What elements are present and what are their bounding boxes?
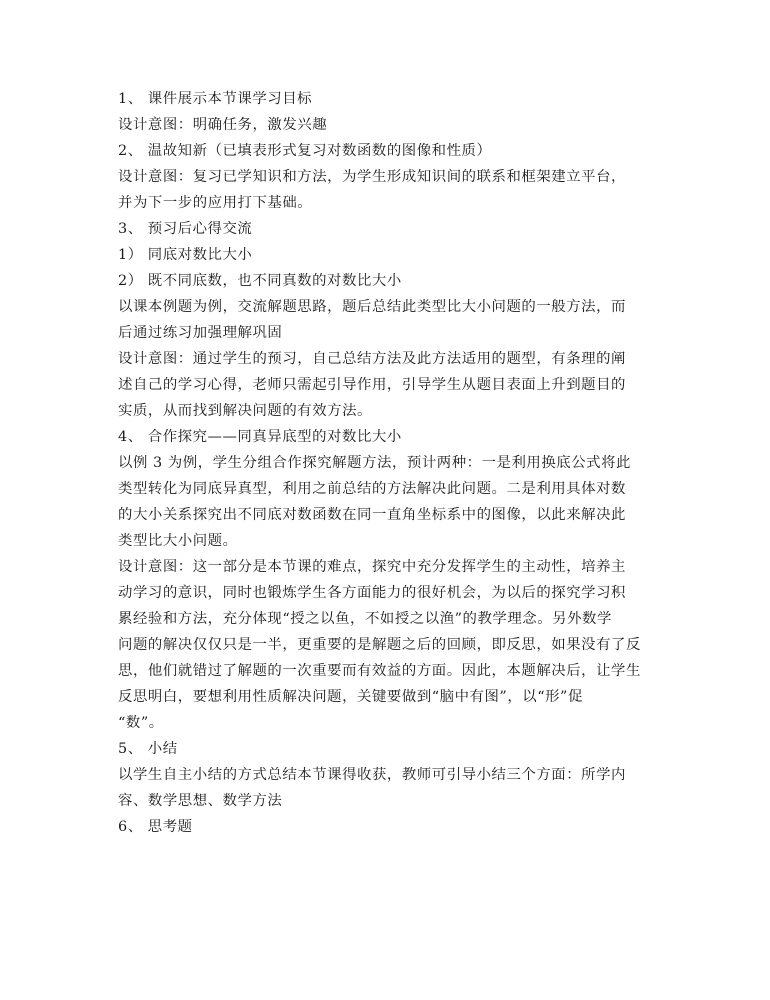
- text-line: 设计意图：明确任务，激发兴趣: [118, 117, 328, 133]
- text-line: 3、 预习后心得交流: [118, 221, 253, 237]
- text-line: 2） 既不同底数，也不同真数的对数比大小: [118, 273, 402, 289]
- text-line: “数”。: [118, 715, 164, 731]
- text-line: 5、 小结: [118, 741, 178, 757]
- text-line: 累经验和方法，充分体现“授之以鱼，不如授之以渔”的教学理念。另外数学: [118, 611, 612, 627]
- text-line: 设计意图：这一部分是本节课的难点，探究中充分发挥学生的主动性，培养主: [118, 559, 626, 575]
- text-line: 以学生自主小结的方式总结本节课得收获，教师可引导小结三个方面：所学内: [118, 767, 626, 783]
- text-line: 设计意图：通过学生的预习，自己总结方法及此方法适用的题型，有条理的阐: [118, 351, 626, 367]
- text-line: 实质，从而找到解决问题的有效方法。: [118, 403, 372, 419]
- text-line: 6、 思考题: [118, 819, 193, 835]
- text-line: 设计意图：复习已学知识和方法，为学生形成知识间的联系和框架建立平台，: [118, 169, 626, 185]
- text-line: 的大小关系探究出不同底对数函数在同一直角坐标系中的图像，以此来解决此: [118, 507, 626, 523]
- text-line: 反思明白，要想利用性质解决问题，关键要做到“脑中有图”，以“形”促: [118, 689, 583, 705]
- text-line: 并为下一步的应用打下基础。: [118, 195, 313, 211]
- text-line: 思，他们就错过了解题的一次重要而有效益的方面。因此，本题解决后，让学生: [118, 663, 641, 679]
- text-line: 容、数学思想、数学方法: [118, 793, 283, 809]
- text-line: 4、 合作探究——同真异底型的对数比大小: [118, 429, 402, 445]
- document-body: [118, 86, 663, 840]
- text-line: 2、 温故知新（已填表形式复习对数函数的图像和性质）: [118, 143, 492, 159]
- text-line: 1、 课件展示本节课学习目标: [118, 91, 313, 107]
- text-line: 以例 3 为例，学生分组合作探究解题方法，预计两种：一是利用换底公式将此: [118, 455, 631, 471]
- text-line: 动学习的意识，同时也锻炼学生各方面能力的很好机会，为以后的探究学习积: [118, 585, 626, 601]
- text-line: 以课本例题为例，交流解题思路，题后总结此类型比大小问题的一般方法，而: [118, 299, 626, 315]
- text-line: 问题的解决仅仅只是一半，更重要的是解题之后的回顾，即反思，如果没有了反: [118, 637, 641, 653]
- text-line: 1） 同底对数比大小: [118, 247, 253, 263]
- text-line: 类型比大小问题。: [118, 533, 238, 549]
- text-line: 类型转化为同底异真型，利用之前总结的方法解决此问题。二是利用具体对数: [118, 481, 626, 497]
- text-line: 后通过练习加强理解巩固: [118, 325, 283, 341]
- text-line: 述自己的学习心得，老师只需起引导作用，引导学生从题目表面上升到题目的: [118, 377, 626, 393]
